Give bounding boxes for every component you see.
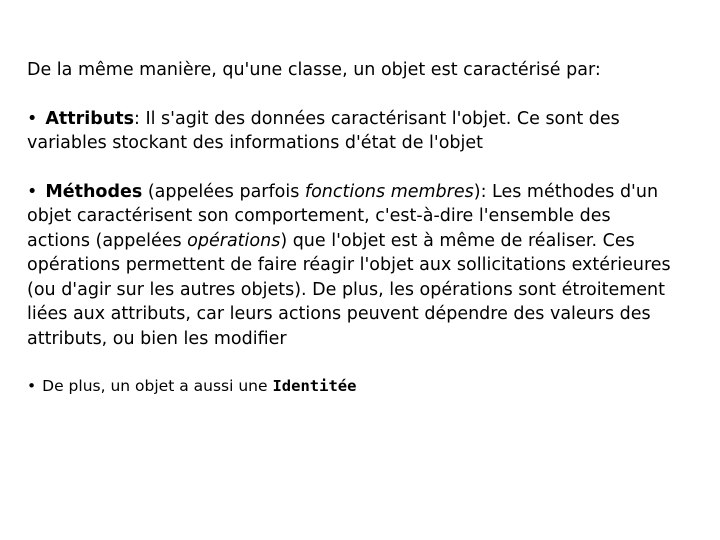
attributs-bullet <box>27 107 677 156</box>
attributs-description: : Il s'agit des données caractérisant l'objet. Ce sont des variables stockant des informations d'état de l'objet <box>27 108 620 153</box>
methodes-term: Méthodes <box>45 181 143 202</box>
methodes-italic-operations: opérations <box>187 230 281 251</box>
methodes-text-part3: ) que l'objet est à même de réaliser. Ces opérations permettent de faire réagir l'objet aux sollicitations extérieures (ou d'agir sur les autres objets). De plus, les opérations sont étroitement liées aux attributs, car leurs actions peuvent dépendre des valeurs des attributs, ou bien les modifier <box>27 230 671 349</box>
identite-text: De plus, un objet a aussi une <box>42 377 273 395</box>
bullet-icon: • <box>27 181 38 202</box>
methodes-text-part1: (appelées parfois <box>142 181 305 202</box>
methodes-bullet <box>27 180 677 352</box>
bullet-icon: • <box>27 377 37 395</box>
identite-bullet <box>27 375 677 397</box>
intro-paragraph: De la même manière, qu'une classe, un objet est caractérisé par: <box>27 60 601 80</box>
methodes-italic-fonctions: fonctions membres <box>304 181 474 202</box>
methodes-text-part2: ): Les méthodes d'un objet caractérisent son comportement, c'est-à-dire l'ensemble des actions (appelées <box>27 181 659 251</box>
attributs-term: Attributs <box>45 108 134 129</box>
identite-term: Identitée <box>272 377 357 395</box>
slide-content <box>27 58 677 397</box>
bullet-icon: • <box>27 108 38 129</box>
